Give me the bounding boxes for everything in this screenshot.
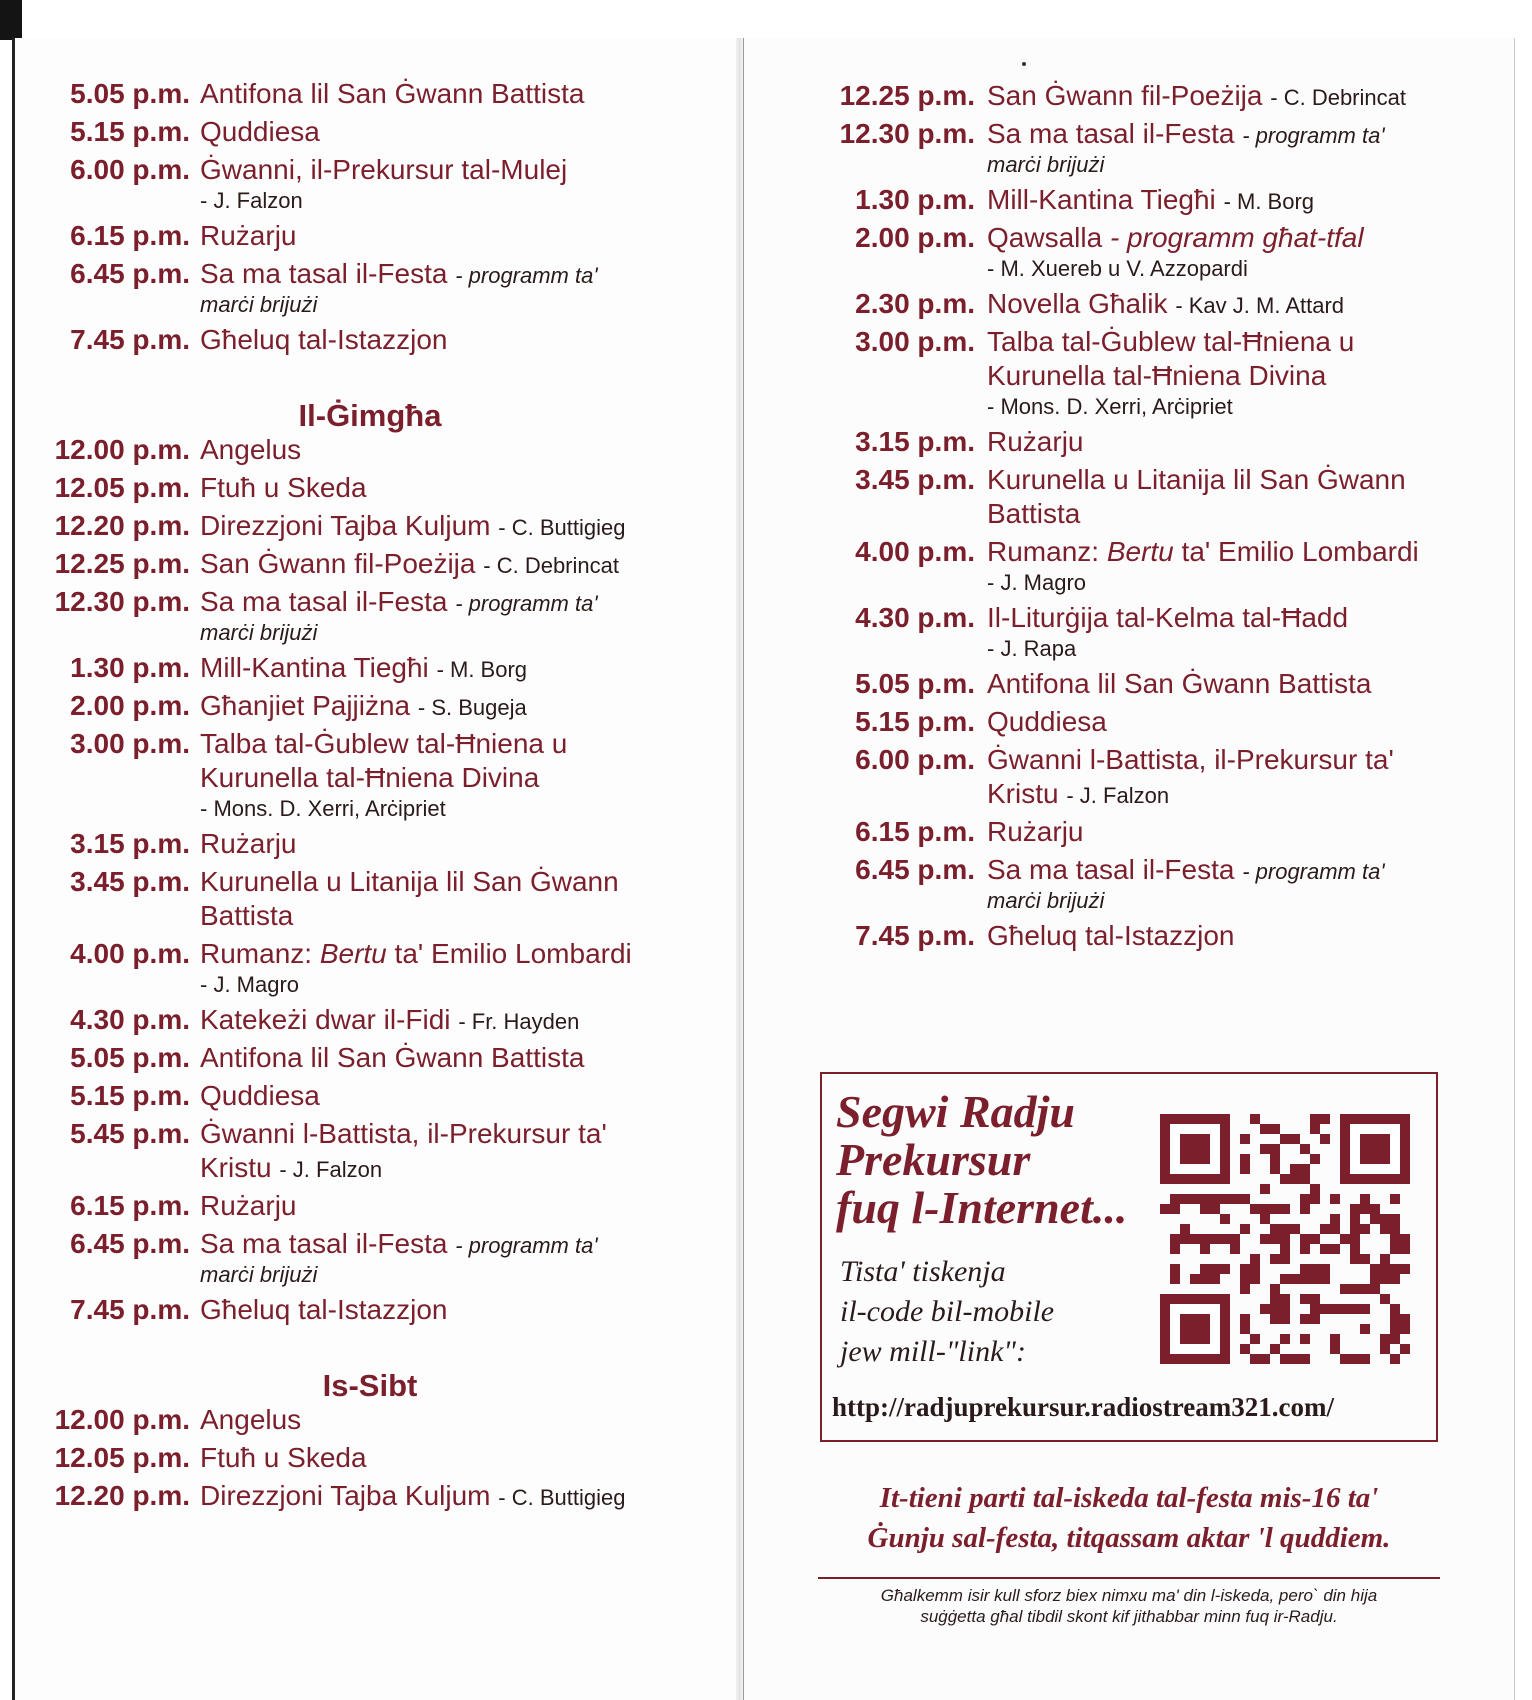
program-time: 3.00 p.m. — [855, 326, 975, 357]
note-line: Ġunju sal-festa, titqassam aktar 'l quddiem. — [867, 1522, 1391, 1554]
schedule-row — [785, 816, 1445, 848]
program-title: Novella Għalik — [987, 288, 1168, 319]
note-line: It-tieni parti tal-iskeda tal-festa mis-16 ta' — [879, 1482, 1379, 1514]
program-title: Kurunella tal-Ħniena Divina — [200, 762, 540, 793]
schedule-row — [785, 668, 1445, 700]
program-note: marċi brijużi — [987, 888, 1105, 913]
stream-title — [836, 1088, 1127, 1232]
schedule-row — [30, 1004, 710, 1036]
program-title-line2 — [987, 496, 1445, 530]
program-time: 12.05 p.m. — [54, 1442, 190, 1473]
program-time: 4.30 p.m. — [70, 1004, 190, 1035]
program-title-line2 — [200, 898, 710, 932]
day-heading-friday: Il-Ġimgħa — [298, 398, 442, 433]
program-info — [200, 154, 710, 214]
program-time: 12.05 p.m. — [54, 472, 190, 503]
program-info — [200, 78, 710, 110]
program-title-line2 — [200, 760, 710, 794]
program-title: Quddiesa — [987, 706, 1107, 737]
program-author: - Kav J. M. Attard — [1175, 293, 1345, 318]
program-time: 3.15 p.m. — [855, 426, 975, 457]
program-time: 6.00 p.m. — [70, 154, 190, 185]
program-info — [200, 434, 710, 466]
schedule-row — [30, 1190, 710, 1222]
program-info — [200, 728, 710, 822]
program-info — [987, 854, 1445, 914]
program-title: Għeluq tal-Istazzjon — [200, 1294, 448, 1325]
program-time: 5.45 p.m. — [70, 1118, 190, 1149]
program-info — [200, 1190, 710, 1222]
program-author: - J. Falzon — [279, 1157, 383, 1182]
schedule-row — [30, 1042, 710, 1074]
program-title: Ftuħ u Skeda — [200, 1442, 367, 1473]
program-title: Antifona lil San Ġwann Battista — [200, 78, 585, 109]
program-info — [987, 816, 1445, 848]
program-title: Rumanz: — [200, 938, 320, 969]
program-time: 6.15 p.m. — [855, 816, 975, 847]
program-title: Il-Liturġija tal-Kelma tal-Ħadd — [987, 602, 1349, 633]
program-time: 12.30 p.m. — [839, 118, 975, 149]
program-author: - M. Borg — [1223, 189, 1315, 214]
program-info — [200, 586, 710, 646]
disclaimer — [820, 1585, 1438, 1627]
program-note: - programm ta' — [455, 263, 598, 288]
schedule-row — [785, 602, 1445, 662]
program-title: Rużarju — [987, 816, 1084, 847]
schedule-row — [30, 652, 710, 684]
stream-title-line: Segwi Radju — [836, 1086, 1076, 1137]
schedule-row — [30, 828, 710, 860]
program-author: - M. Borg — [436, 657, 528, 682]
program-info — [200, 1080, 710, 1112]
program-time: 6.45 p.m. — [70, 1228, 190, 1259]
program-time: 5.15 p.m. — [70, 116, 190, 147]
program-title: Għeluq tal-Istazzjon — [200, 324, 448, 355]
program-title: Rużarju — [200, 220, 297, 251]
stream-hint-line: jew mill-"link": — [840, 1335, 1026, 1368]
program-note: - programm ta' — [1242, 123, 1385, 148]
program-title: ta' Emilio Lombardi — [1173, 536, 1419, 567]
program-title-line2 — [987, 358, 1445, 392]
program-note: marċi brijużi — [200, 620, 318, 645]
program-time: 2.00 p.m. — [855, 222, 975, 253]
schedule-row — [30, 548, 710, 580]
right-schedule — [785, 80, 1445, 958]
second-part-note — [820, 1478, 1438, 1558]
program-author: - C. Buttigieg — [498, 515, 626, 540]
program-time: 6.15 p.m. — [70, 220, 190, 251]
program-title: Talba tal-Ġublew tal-Ħniena u — [987, 326, 1355, 357]
program-time: 6.45 p.m. — [70, 258, 190, 289]
schedule-row — [785, 536, 1445, 596]
print-speck — [1022, 62, 1026, 66]
program-time: 6.45 p.m. — [855, 854, 975, 885]
program-time: 3.15 p.m. — [70, 828, 190, 859]
program-info — [200, 690, 710, 722]
stream-title-line: Prekursur — [836, 1134, 1031, 1185]
qr-code-icon[interactable] — [1160, 1114, 1410, 1364]
page-fold — [736, 38, 743, 1700]
stream-hint — [840, 1252, 1054, 1372]
program-time: 3.00 p.m. — [70, 728, 190, 759]
program-title: Ġwanni, il-Prekursur tal-Mulej — [200, 154, 568, 185]
program-info — [200, 1228, 710, 1288]
program-info — [200, 548, 710, 580]
program-time: 3.45 p.m. — [855, 464, 975, 495]
spacer — [30, 362, 710, 398]
program-author: - Mons. D. Xerri, Arċipriet — [200, 796, 446, 821]
schedule-row — [785, 118, 1445, 178]
program-info — [200, 1004, 710, 1036]
stream-title-line: fuq l-Internet... — [836, 1182, 1128, 1233]
program-title: Battista — [200, 900, 294, 931]
program-title: Mill-Kantina Tiegħi — [200, 652, 429, 683]
schedule-row — [785, 920, 1445, 952]
program-time: 5.05 p.m. — [855, 668, 975, 699]
program-title: Rużarju — [200, 828, 297, 859]
program-info — [987, 668, 1445, 700]
program-author: - C. Debrincat — [1270, 85, 1406, 110]
program-title: Sa ma tasal il-Festa — [987, 854, 1235, 885]
program-author: - C. Buttigieg — [498, 1485, 626, 1510]
schedule-row — [785, 464, 1445, 530]
program-time: 5.05 p.m. — [70, 1042, 190, 1073]
program-info — [200, 938, 710, 998]
schedule-row — [30, 1442, 710, 1474]
program-time: 12.25 p.m. — [54, 548, 190, 579]
program-time: 2.30 p.m. — [855, 288, 975, 319]
program-title: Għanjiet Pajjiżna — [200, 690, 411, 721]
program-title: Quddiesa — [200, 116, 320, 147]
program-info — [200, 472, 710, 504]
schedule-row — [785, 288, 1445, 320]
program-author: - J. Magro — [200, 972, 300, 997]
program-title: Sa ma tasal il-Festa — [200, 258, 448, 289]
program-info — [987, 920, 1445, 952]
program-info — [987, 118, 1445, 178]
program-title: Ġwanni l-Battista, il-Prekursur ta' — [200, 1118, 607, 1149]
program-title: Rużarju — [987, 426, 1084, 457]
disclaimer-line: suġġetta għal tibdil skont kif jithabbar minn fuq ir-Radju. — [920, 1607, 1338, 1626]
program-title: Qawsalla — [987, 222, 1103, 253]
day-heading-saturday: Is-Sibt — [322, 1368, 418, 1403]
program-title: San Ġwann fil-Poeżija — [987, 80, 1263, 111]
program-title: Kristu — [200, 1152, 272, 1183]
program-time: 3.45 p.m. — [70, 866, 190, 897]
program-title: Rumanz: — [987, 536, 1107, 567]
program-title: Antifona lil San Ġwann Battista — [987, 668, 1372, 699]
schedule-row — [30, 510, 710, 542]
program-time: 5.05 p.m. — [70, 78, 190, 109]
schedule-row — [30, 472, 710, 504]
program-time: 1.30 p.m. — [70, 652, 190, 683]
program-info — [200, 510, 710, 542]
program-title: Quddiesa — [200, 1080, 320, 1111]
left-schedule — [30, 78, 710, 1518]
program-author: - J. Rapa — [987, 636, 1077, 661]
program-note: - programm ta' — [455, 1233, 598, 1258]
program-note: marċi brijużi — [200, 292, 318, 317]
stream-info-box — [820, 1072, 1438, 1442]
program-info — [200, 828, 710, 860]
schedule-row — [30, 1228, 710, 1288]
program-title-italic: Bertu — [319, 938, 387, 969]
program-info — [200, 220, 710, 252]
program-title: Talba tal-Ġublew tal-Ħniena u — [200, 728, 568, 759]
schedule-row — [30, 1404, 710, 1436]
divider — [818, 1577, 1440, 1579]
program-title: Kristu — [987, 778, 1059, 809]
program-time: 5.15 p.m. — [70, 1080, 190, 1111]
program-info — [987, 288, 1445, 320]
program-time: 12.30 p.m. — [54, 586, 190, 617]
program-title: Kurunella u Litanija lil San Ġwann — [987, 464, 1406, 495]
schedule-row — [30, 690, 710, 722]
schedule-row — [785, 854, 1445, 914]
program-info — [200, 652, 710, 684]
schedule-row — [30, 938, 710, 998]
program-time: 12.00 p.m. — [54, 434, 190, 465]
program-author: - M. Xuereb u V. Azzopardi — [987, 256, 1248, 281]
scan-corner — [0, 0, 22, 40]
program-time: 4.30 p.m. — [855, 602, 975, 633]
schedule-row — [30, 116, 710, 148]
program-info — [200, 1442, 710, 1474]
program-time: 12.20 p.m. — [54, 510, 190, 541]
program-info — [987, 602, 1445, 662]
program-author: - J. Falzon — [200, 188, 303, 213]
program-title: Angelus — [200, 1404, 302, 1435]
program-title: Direzzjoni Tajba Kuljum — [200, 510, 491, 541]
program-title-italic: - programm għat-tfal — [1109, 222, 1364, 253]
program-author: - Fr. Hayden — [458, 1009, 580, 1034]
program-note: marċi brijużi — [200, 1262, 318, 1287]
program-info — [987, 426, 1445, 458]
schedule-row — [785, 80, 1445, 112]
program-title: Kurunella tal-Ħniena Divina — [987, 360, 1327, 391]
schedule-row — [30, 154, 710, 214]
program-time: 6.15 p.m. — [70, 1190, 190, 1221]
program-info — [987, 464, 1445, 530]
program-info — [200, 1042, 710, 1074]
program-info — [200, 866, 710, 932]
program-author: - J. Falzon — [1066, 783, 1170, 808]
program-info — [987, 744, 1445, 810]
schedule-row — [785, 222, 1445, 282]
program-time: 12.00 p.m. — [54, 1404, 190, 1435]
program-note: - programm ta' — [455, 591, 598, 616]
program-time: 2.00 p.m. — [70, 690, 190, 721]
program-author: - J. Magro — [987, 570, 1087, 595]
program-time: 4.00 p.m. — [70, 938, 190, 969]
program-title: Battista — [987, 498, 1081, 529]
program-title: Mill-Kantina Tiegħi — [987, 184, 1216, 215]
schedule-row — [785, 706, 1445, 738]
program-title-line2 — [200, 1150, 710, 1184]
schedule-row — [30, 1080, 710, 1112]
program-info — [987, 326, 1445, 420]
program-time: 12.20 p.m. — [54, 1480, 190, 1511]
program-title: Rużarju — [200, 1190, 297, 1221]
program-time: 7.45 p.m. — [70, 324, 190, 355]
schedule-row — [30, 258, 710, 318]
program-info — [200, 1294, 710, 1326]
schedule-row — [30, 220, 710, 252]
program-info — [987, 184, 1445, 216]
schedule-row — [30, 434, 710, 466]
disclaimer-line: Għalkemm isir kull sforz biex nimxu ma' din l-iskeda, pero` din hija — [880, 1586, 1378, 1605]
schedule-row — [785, 426, 1445, 458]
schedule-row — [30, 728, 710, 822]
program-info — [987, 222, 1445, 282]
program-info — [987, 706, 1445, 738]
program-time: 6.00 p.m. — [855, 744, 975, 775]
stream-hint-line: il-code bil-mobile — [840, 1295, 1055, 1328]
program-info — [200, 258, 710, 318]
program-time: 7.45 p.m. — [855, 920, 975, 951]
program-author: - C. Debrincat — [483, 553, 619, 578]
program-title: Sa ma tasal il-Festa — [200, 1228, 448, 1259]
program-time: 5.15 p.m. — [855, 706, 975, 737]
program-time: 1.30 p.m. — [855, 184, 975, 215]
schedule-row — [30, 1118, 710, 1184]
program-title: ta' Emilio Lombardi — [386, 938, 632, 969]
program-info — [200, 1118, 710, 1184]
program-title: Katekeżi dwar il-Fidi — [200, 1004, 451, 1035]
program-title: Angelus — [200, 434, 302, 465]
program-title: Sa ma tasal il-Festa — [200, 586, 448, 617]
schedule-row — [30, 1294, 710, 1326]
program-author: - S. Bugeja — [417, 695, 527, 720]
program-title: Antifona lil San Ġwann Battista — [200, 1042, 585, 1073]
program-author: - Mons. D. Xerri, Arċipriet — [987, 394, 1233, 419]
program-title-italic: Bertu — [1106, 536, 1174, 567]
stream-hint-line: Tista' tiskenja — [840, 1255, 1006, 1288]
schedule-row — [30, 324, 710, 356]
program-title: Sa ma tasal il-Festa — [987, 118, 1235, 149]
schedule-row — [785, 744, 1445, 810]
program-title: San Ġwann fil-Poeżija — [200, 548, 476, 579]
spacer — [30, 1332, 710, 1368]
program-note: marċi brijużi — [987, 152, 1105, 177]
schedule-row — [30, 1480, 710, 1512]
program-title: Għeluq tal-Istazzjon — [987, 920, 1235, 951]
schedule-row — [785, 184, 1445, 216]
schedule-row — [30, 866, 710, 932]
schedule-row — [785, 326, 1445, 420]
program-time: 7.45 p.m. — [70, 1294, 190, 1325]
program-title: Direzzjoni Tajba Kuljum — [200, 1480, 491, 1511]
program-info — [987, 536, 1445, 596]
stream-link[interactable]: http://radjuprekursur.radiostream321.com/ — [832, 1392, 1335, 1422]
program-title-line2 — [987, 776, 1445, 810]
program-time: 12.25 p.m. — [839, 80, 975, 111]
program-info — [200, 324, 710, 356]
program-info — [200, 1480, 710, 1512]
program-title: Ġwanni l-Battista, il-Prekursur ta' — [987, 744, 1394, 775]
schedule-row — [30, 78, 710, 110]
program-title: Ftuħ u Skeda — [200, 472, 367, 503]
schedule-row — [30, 586, 710, 646]
program-note: - programm ta' — [1242, 859, 1385, 884]
program-time: 4.00 p.m. — [855, 536, 975, 567]
program-info — [200, 1404, 710, 1436]
program-title: Kurunella u Litanija lil San Ġwann — [200, 866, 619, 897]
program-info — [200, 116, 710, 148]
program-info — [987, 80, 1445, 112]
